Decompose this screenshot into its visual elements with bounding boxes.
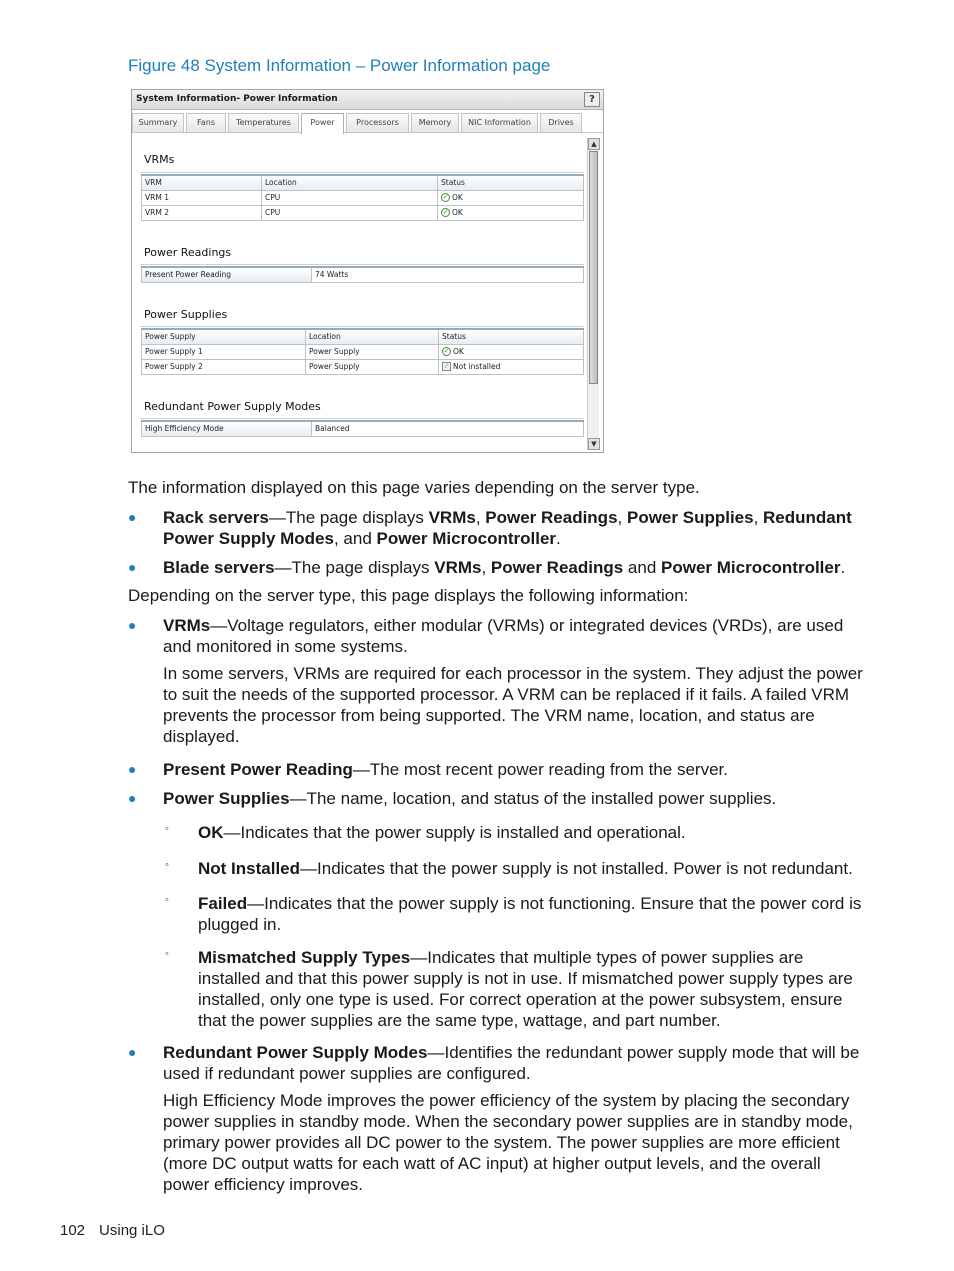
tab-nic-information[interactable]: NIC Information	[461, 113, 538, 132]
column-header: Status	[438, 175, 584, 190]
high-efficiency-mode-value: Balanced	[312, 421, 584, 436]
bullet-icon: ●	[128, 559, 137, 575]
scroll-down-icon[interactable]: ▼	[588, 438, 600, 450]
blade-servers-item: Blade servers—The page displays VRMs, Power Readings and Power Microcontroller.	[163, 558, 846, 577]
power-supplies-item: Power Supplies—The name, location, and status of the installed power supplies.	[163, 789, 777, 808]
help-icon[interactable]: ?	[584, 92, 600, 107]
failed-item: Failed—Indicates that the power supply is not functioning. Ensure that the power cord is plugged in.	[198, 894, 862, 934]
table-row	[142, 421, 584, 436]
rack-servers-item: Rack servers—The page displays VRMs, Power Readings, Power Supplies, Redundant Power Supply Modes, and Power Microcontroller.	[163, 508, 852, 548]
vrm-name: VRM 1	[142, 190, 262, 205]
redundant-modes-section-title: Redundant Power Supply Modes	[144, 400, 321, 413]
not-installed-icon: ⁄	[442, 362, 451, 371]
bullet-icon: ●	[128, 790, 137, 806]
power-information-screenshot	[131, 89, 604, 453]
redundant-modes-table	[141, 420, 584, 437]
page-number: 102	[60, 1222, 86, 1239]
high-efficiency-paragraph: High Efficiency Mode improves the power efficiency of the system by placing the secondary power supplies in standby mode. When the secondary power supplies are in standby mode, primary power provides all DC power to the system. The power supplies are more efficient (more DC output watts for each watt of AC input) at higher output levels, and the overall power efficiency improves.	[163, 1091, 853, 1194]
column-header: Location	[262, 175, 438, 190]
tab-fans[interactable]: Fans	[186, 113, 226, 132]
power-supplies-section-title: Power Supplies	[144, 308, 228, 321]
column-header: Power Supply	[142, 329, 306, 344]
section-divider	[140, 172, 584, 173]
vrm-status: OK	[452, 207, 463, 217]
column-header: Location	[306, 329, 439, 344]
section-divider	[140, 418, 584, 419]
section-divider	[140, 326, 584, 327]
power-supply-status: OK	[453, 346, 464, 356]
ok-check-icon: ✓	[442, 193, 449, 202]
vertical-scrollbar[interactable]	[587, 138, 599, 450]
depending-paragraph: Depending on the server type, this page displays the following information:	[128, 586, 689, 605]
power-supply-name: Power Supply 1	[142, 344, 306, 359]
ok-item: OK—Indicates that the power supply is installed and operational.	[198, 823, 686, 842]
section-divider	[140, 264, 584, 265]
present-power-reading-item: Present Power Reading—The most recent power reading from the server.	[163, 760, 728, 779]
redundant-modes-item: Redundant Power Supply Modes—Identifies the redundant power supply mode that will be used if redundant power supplies are configured.	[163, 1043, 860, 1083]
vrm-location: CPU	[262, 190, 438, 205]
column-header: Status	[439, 329, 584, 344]
sub-bullet-icon: ◦	[165, 823, 169, 835]
bullet-icon: ●	[128, 509, 137, 525]
power-readings-section-title: Power Readings	[144, 246, 232, 259]
power-supply-location: Power Supply	[306, 359, 439, 374]
figure-caption: Figure 48 System Information – Power Information page	[128, 56, 551, 75]
vrm-location: CPU	[262, 205, 438, 220]
vrms-detail-paragraph: In some servers, VRMs are required for each processor in the system. They adjust the power to suit the needs of the supported processor. A VRM can be replaced if it fails. A failed VRM prevents the processor from being supported. The VRM name, location, and status are displayed.	[163, 664, 863, 746]
tab-drives[interactable]: Drives	[540, 113, 582, 132]
bullet-icon: ●	[128, 1044, 137, 1060]
table-row	[142, 344, 584, 359]
column-header: VRM	[142, 175, 262, 190]
power-readings-table	[141, 266, 584, 283]
tab-temperatures[interactable]: Temperatures	[228, 113, 299, 132]
table-row	[142, 190, 584, 205]
vrms-item: VRMs—Voltage regulators, either modular (VRMs) or integrated devices (VRDs), are used and monitored in some systems.	[163, 616, 844, 656]
table-row	[142, 359, 584, 374]
sub-bullet-icon: ◦	[165, 948, 169, 960]
sub-bullet-icon: ◦	[165, 894, 169, 906]
tab-power[interactable]: Power	[301, 113, 344, 134]
ok-check-icon: ✓	[443, 347, 450, 356]
present-power-reading-label: Present Power Reading	[142, 267, 312, 282]
vrms-table	[141, 174, 584, 221]
power-supply-location: Power Supply	[306, 344, 439, 359]
power-supply-status: Not installed	[453, 361, 501, 371]
tab-bar	[132, 110, 603, 133]
tab-summary[interactable]: Summary	[132, 113, 184, 132]
bullet-icon: ●	[128, 761, 137, 777]
sub-bullet-icon: ◦	[165, 859, 169, 871]
vrm-status: OK	[452, 192, 463, 202]
bullet-icon: ●	[128, 617, 137, 633]
intro-paragraph: The information displayed on this page varies depending on the server type.	[128, 478, 700, 497]
table-row	[142, 205, 584, 220]
window-title: System Information- Power Information	[136, 94, 338, 104]
scrollbar-thumb[interactable]	[589, 151, 598, 384]
power-content	[140, 138, 584, 450]
table-row	[142, 267, 584, 282]
tab-memory[interactable]: Memory	[411, 113, 459, 132]
footer-section: Using iLO	[99, 1222, 165, 1239]
tab-processors[interactable]: Processors	[346, 113, 409, 132]
ok-check-icon: ✓	[442, 208, 449, 217]
present-power-reading-value: 74 Watts	[312, 267, 584, 282]
not-installed-item: Not Installed—Indicates that the power supply is not installed. Power is not redundant.	[198, 859, 853, 878]
vrms-section-title: VRMs	[144, 153, 175, 166]
high-efficiency-mode-label: High Efficiency Mode	[142, 421, 312, 436]
power-supply-name: Power Supply 2	[142, 359, 306, 374]
vrm-name: VRM 2	[142, 205, 262, 220]
scroll-up-icon[interactable]: ▲	[588, 138, 600, 150]
page-footer	[60, 1222, 179, 1239]
window-title-bar	[132, 90, 603, 110]
power-supplies-table	[141, 328, 584, 375]
mismatched-item: Mismatched Supply Types—Indicates that multiple types of power supplies are installed and that this power supply is not in use. If mismatched power supply types are installed, only one type is used. For correct operation at the power subsystem, ensure that the power supplies are the same type, wattage, and part number.	[198, 948, 853, 1030]
